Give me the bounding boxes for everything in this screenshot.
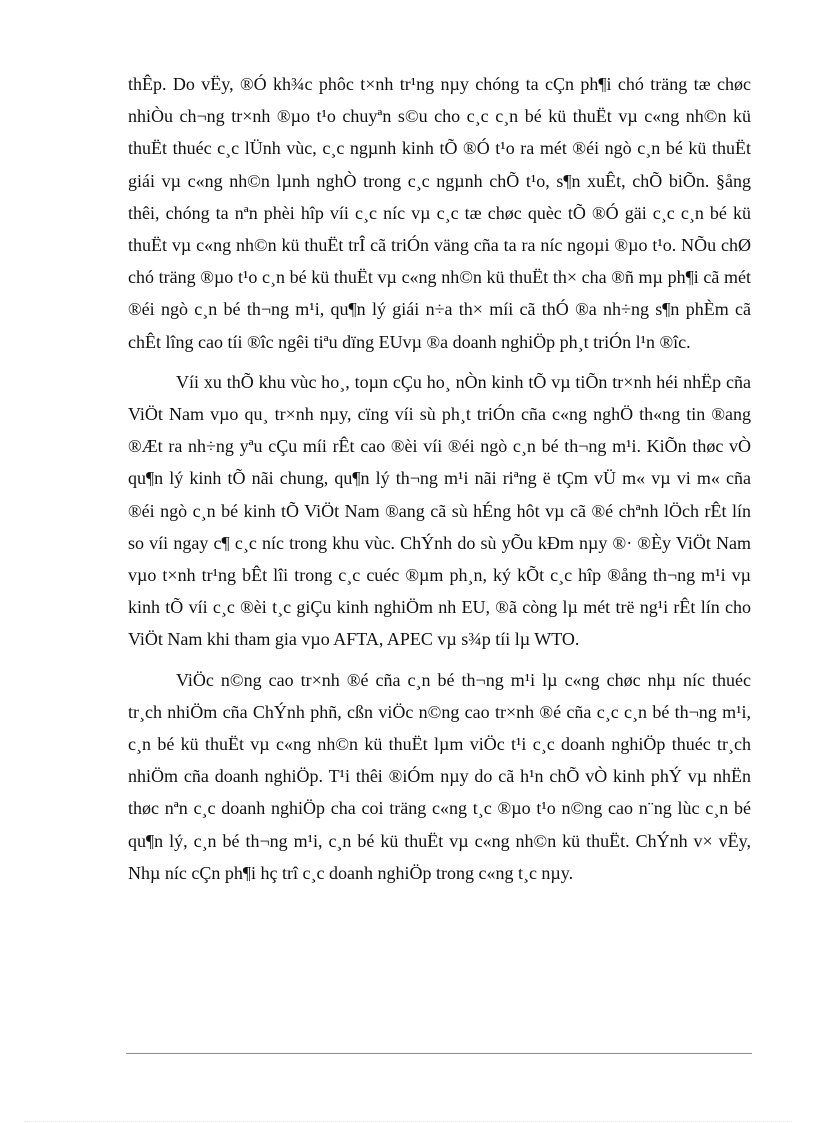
- body-text: [128, 68, 751, 897]
- paragraph-1: thÊp. Do vËy, ®Ó kh¾c phôc t×nh tr¹ng nµy chóng ta cÇn ph¶i chó träng tæ chøc nhiÒu ch¬ng tr×nh ®µo t¹o chuyªn s©u cho c¸c c¸n bé kü thuËt vµ c«ng nh©n kü thuËt thuéc c¸c lÜnh vùc, c¸c ngµnh kinh tÕ ®Ó t¹o ra mét ®éi ngò c¸n bé kü thuËt giái vµ c«ng nh©n lµnh nghÒ trong c¸c ngµnh chÕ t¹o, s¶n xuÊt, chÕ biÕn. §ång thêi, chóng ta nªn phèi hîp víi c¸c níc vµ c¸c tæ chøc quèc tÕ ®Ó gäi c¸c c¸n bé kü thuËt vµ c«ng nh©n kü thuËt trÎ cã triÓn väng cña ta ra níc ngoµi ®µo t¹o. NÕu chØ chó träng ®µo t¹o c¸n bé kü thuËt vµ c«ng nh©n kü thuËt th× cha ®ñ mµ ph¶i cã mét ®éi ngò c¸n bé th¬ng m¹i, qu¶n lý giái n÷a th× míi cã thÓ ®a nh÷ng s¶n phÈm cã chÊt lîng cao tíi ®îc ngêi tiªu dïng EUvµ ®a doanh nghiÖp ph¸t triÓn l¹n ®îc.: [128, 74, 751, 352]
- paragraph-3: ViÖc n©ng cao tr×nh ®é cña c¸n bé th¬ng m¹i lµ c«ng chøc nhµ níc thuéc tr¸ch nhiÖm cña ChÝnh phñ, cßn viÖc n©ng cao tr×nh ®é cña c¸c c¸n bé th¬ng m¹i, c¸n bé kü thuËt vµ c«ng nh©n kü thuËt lµm viÖc t¹i c¸c doanh nghiÖp thuéc tr¸ch nhiÖm cña doanh nghiÖp. T¹i thêi ®iÓm nµy do cã h¹n chÕ vÒ kinh phÝ vµ nhËn thøc nªn c¸c doanh nghiÖp cha coi träng c«ng t¸c ®µo t¹o n©ng cao n¨ng lùc c¸n bé qu¶n lý, c¸n bé th¬ng m¹i, c¸n bé kü thuËt vµ c«ng nh©n kü thuËt. ChÝnh v× vËy, Nhµ níc cÇn ph¶i hç trî c¸c doanh nghiÖp trong c«ng t¸c nµy.: [128, 669, 751, 883]
- paragraph-2: Víi xu thÕ khu vùc ho¸, toµn cÇu ho¸ nÒn kinh tÕ vµ tiÕn tr×nh héi nhËp cña ViÖt Nam vµo qu¸ tr×nh nµy, cïng víi sù ph¸t triÓn cña c«ng nghÖ th«ng tin ®ang ®Æt ra nh÷ng yªu cÇu míi rÊt cao ®èi víi ®éi ngò c¸n bé th¬ng m¹i. KiÕn thøc vÒ qu¶n lý kinh tÕ nãi chung, qu¶n lý th¬ng m¹i nãi riªng ë tÇm vÜ m« vµ vi m« cña ®éi ngò c¸n bé kinh tÕ ViÖt Nam ®ang cã sù hÉng hôt vµ cã ®é chªnh lÖch rÊt lín so víi ngay c¶ c¸c níc trong khu vùc. ChÝnh do sù yÕu kÐm nµy ®· ®Èy ViÖt Nam vµo t×nh tr¹ng bÊt lîi trong c¸c cuéc ®µm ph¸n, ký kÕt c¸c hîp ®ång th¬ng m¹i vµ kinh tÕ víi c¸c ®èi t¸c giÇu kinh nghiÖm nh EU, ®ã còng lµ mét trë ng¹i rÊt lín cho ViÖt Nam khi tham gia vµo AFTA, APEC vµ s¾p tíi lµ WTO.: [128, 371, 751, 650]
- page-bottom-border: [24, 1121, 792, 1122]
- footer-divider: [126, 1053, 752, 1054]
